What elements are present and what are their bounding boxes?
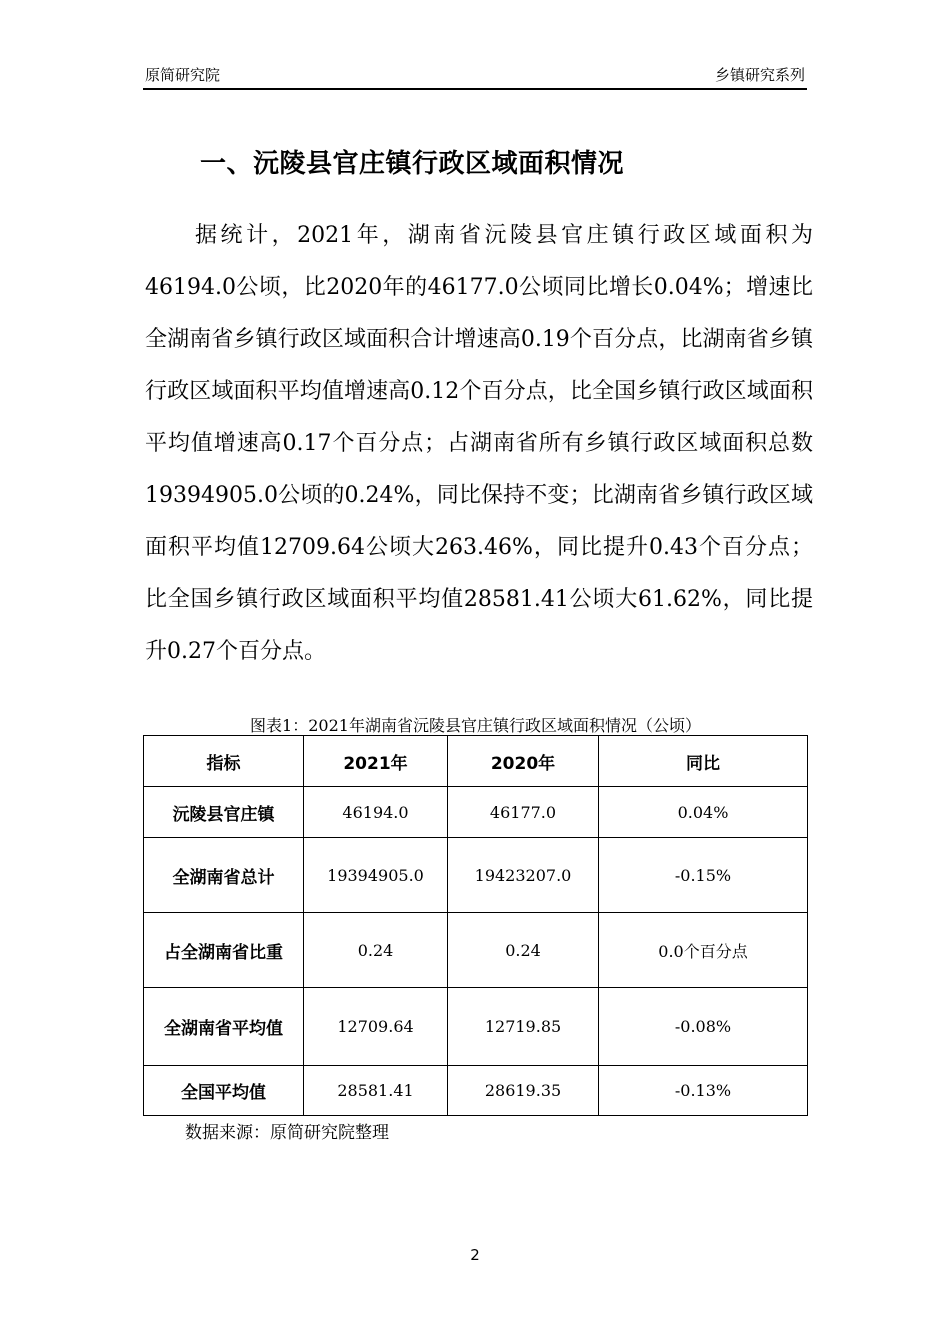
page-number: 2: [470, 1246, 480, 1264]
table-cell: 0.24: [304, 913, 448, 988]
table-cell: -0.13%: [599, 1066, 808, 1116]
table-cell: 28619.35: [448, 1066, 599, 1116]
table-row: [144, 787, 808, 838]
table-cell: 28581.41: [304, 1066, 448, 1116]
column-header: 2021年: [304, 736, 448, 787]
row-label: 全湖南省总计: [144, 838, 304, 913]
table-cell: 0.0个百分点: [599, 913, 808, 988]
table-cell: 19423207.0: [448, 838, 599, 913]
row-label: 占全湖南省比重: [144, 913, 304, 988]
table-cell: 46194.0: [304, 787, 448, 838]
data-source-note: 数据来源：原简研究院整理: [185, 1123, 389, 1143]
table-row: [144, 838, 808, 913]
table-cell: 12709.64: [304, 988, 448, 1066]
row-label: 全湖南省平均值: [144, 988, 304, 1066]
table-cell: 0.24: [448, 913, 599, 988]
table-cell: 46177.0: [448, 787, 599, 838]
header-series-name: 乡镇研究系列: [714, 66, 805, 84]
table-cell: 0.04%: [599, 787, 808, 838]
column-header: 同比: [599, 736, 808, 787]
page-header: [143, 62, 807, 90]
header-org-name: 原简研究院: [145, 66, 221, 84]
table-cell: 19394905.0: [304, 838, 448, 913]
table-cell: -0.15%: [599, 838, 808, 913]
table-cell: -0.08%: [599, 988, 808, 1066]
table-header-row: [144, 736, 808, 787]
row-label: 全国平均值: [144, 1066, 304, 1116]
body-paragraph: 据统计，2021年，湖南省沅陵县官庄镇行政区域面积为46194.0公顷，比2020年的46177.0公顷同比增长0.04%；增速比全湖南省乡镇行政区域面积合计增速高0.19个百分点，比湖南省乡镇行政区域面积平均值增速高0.12个百分点，比全国乡镇行政区域面积平均值增速高0.17个百分点；占湖南省所有乡镇行政区域面积总数19394905.0公顷的0.24%，同比保持不变；比湖南省乡镇行政区域面积平均值12709.64公顷大263.46%，同比提升0.43个百分点；比全国乡镇行政区域面积平均值28581.41公顷大61.62%，同比提升0.27个百分点。: [145, 223, 813, 664]
area-data-table: [143, 735, 808, 1116]
table-row: [144, 1066, 808, 1116]
row-label: 沅陵县官庄镇: [144, 787, 304, 838]
table-caption: 图表1：2021年湖南省沅陵县官庄镇行政区域面积情况（公顷）: [250, 716, 701, 735]
column-header: 指标: [144, 736, 304, 787]
table-row: [144, 988, 808, 1066]
section-title: 一、沅陵县官庄镇行政区域面积情况: [200, 149, 625, 179]
table-cell: 12719.85: [448, 988, 599, 1066]
table-row: [144, 913, 808, 988]
column-header: 2020年: [448, 736, 599, 787]
